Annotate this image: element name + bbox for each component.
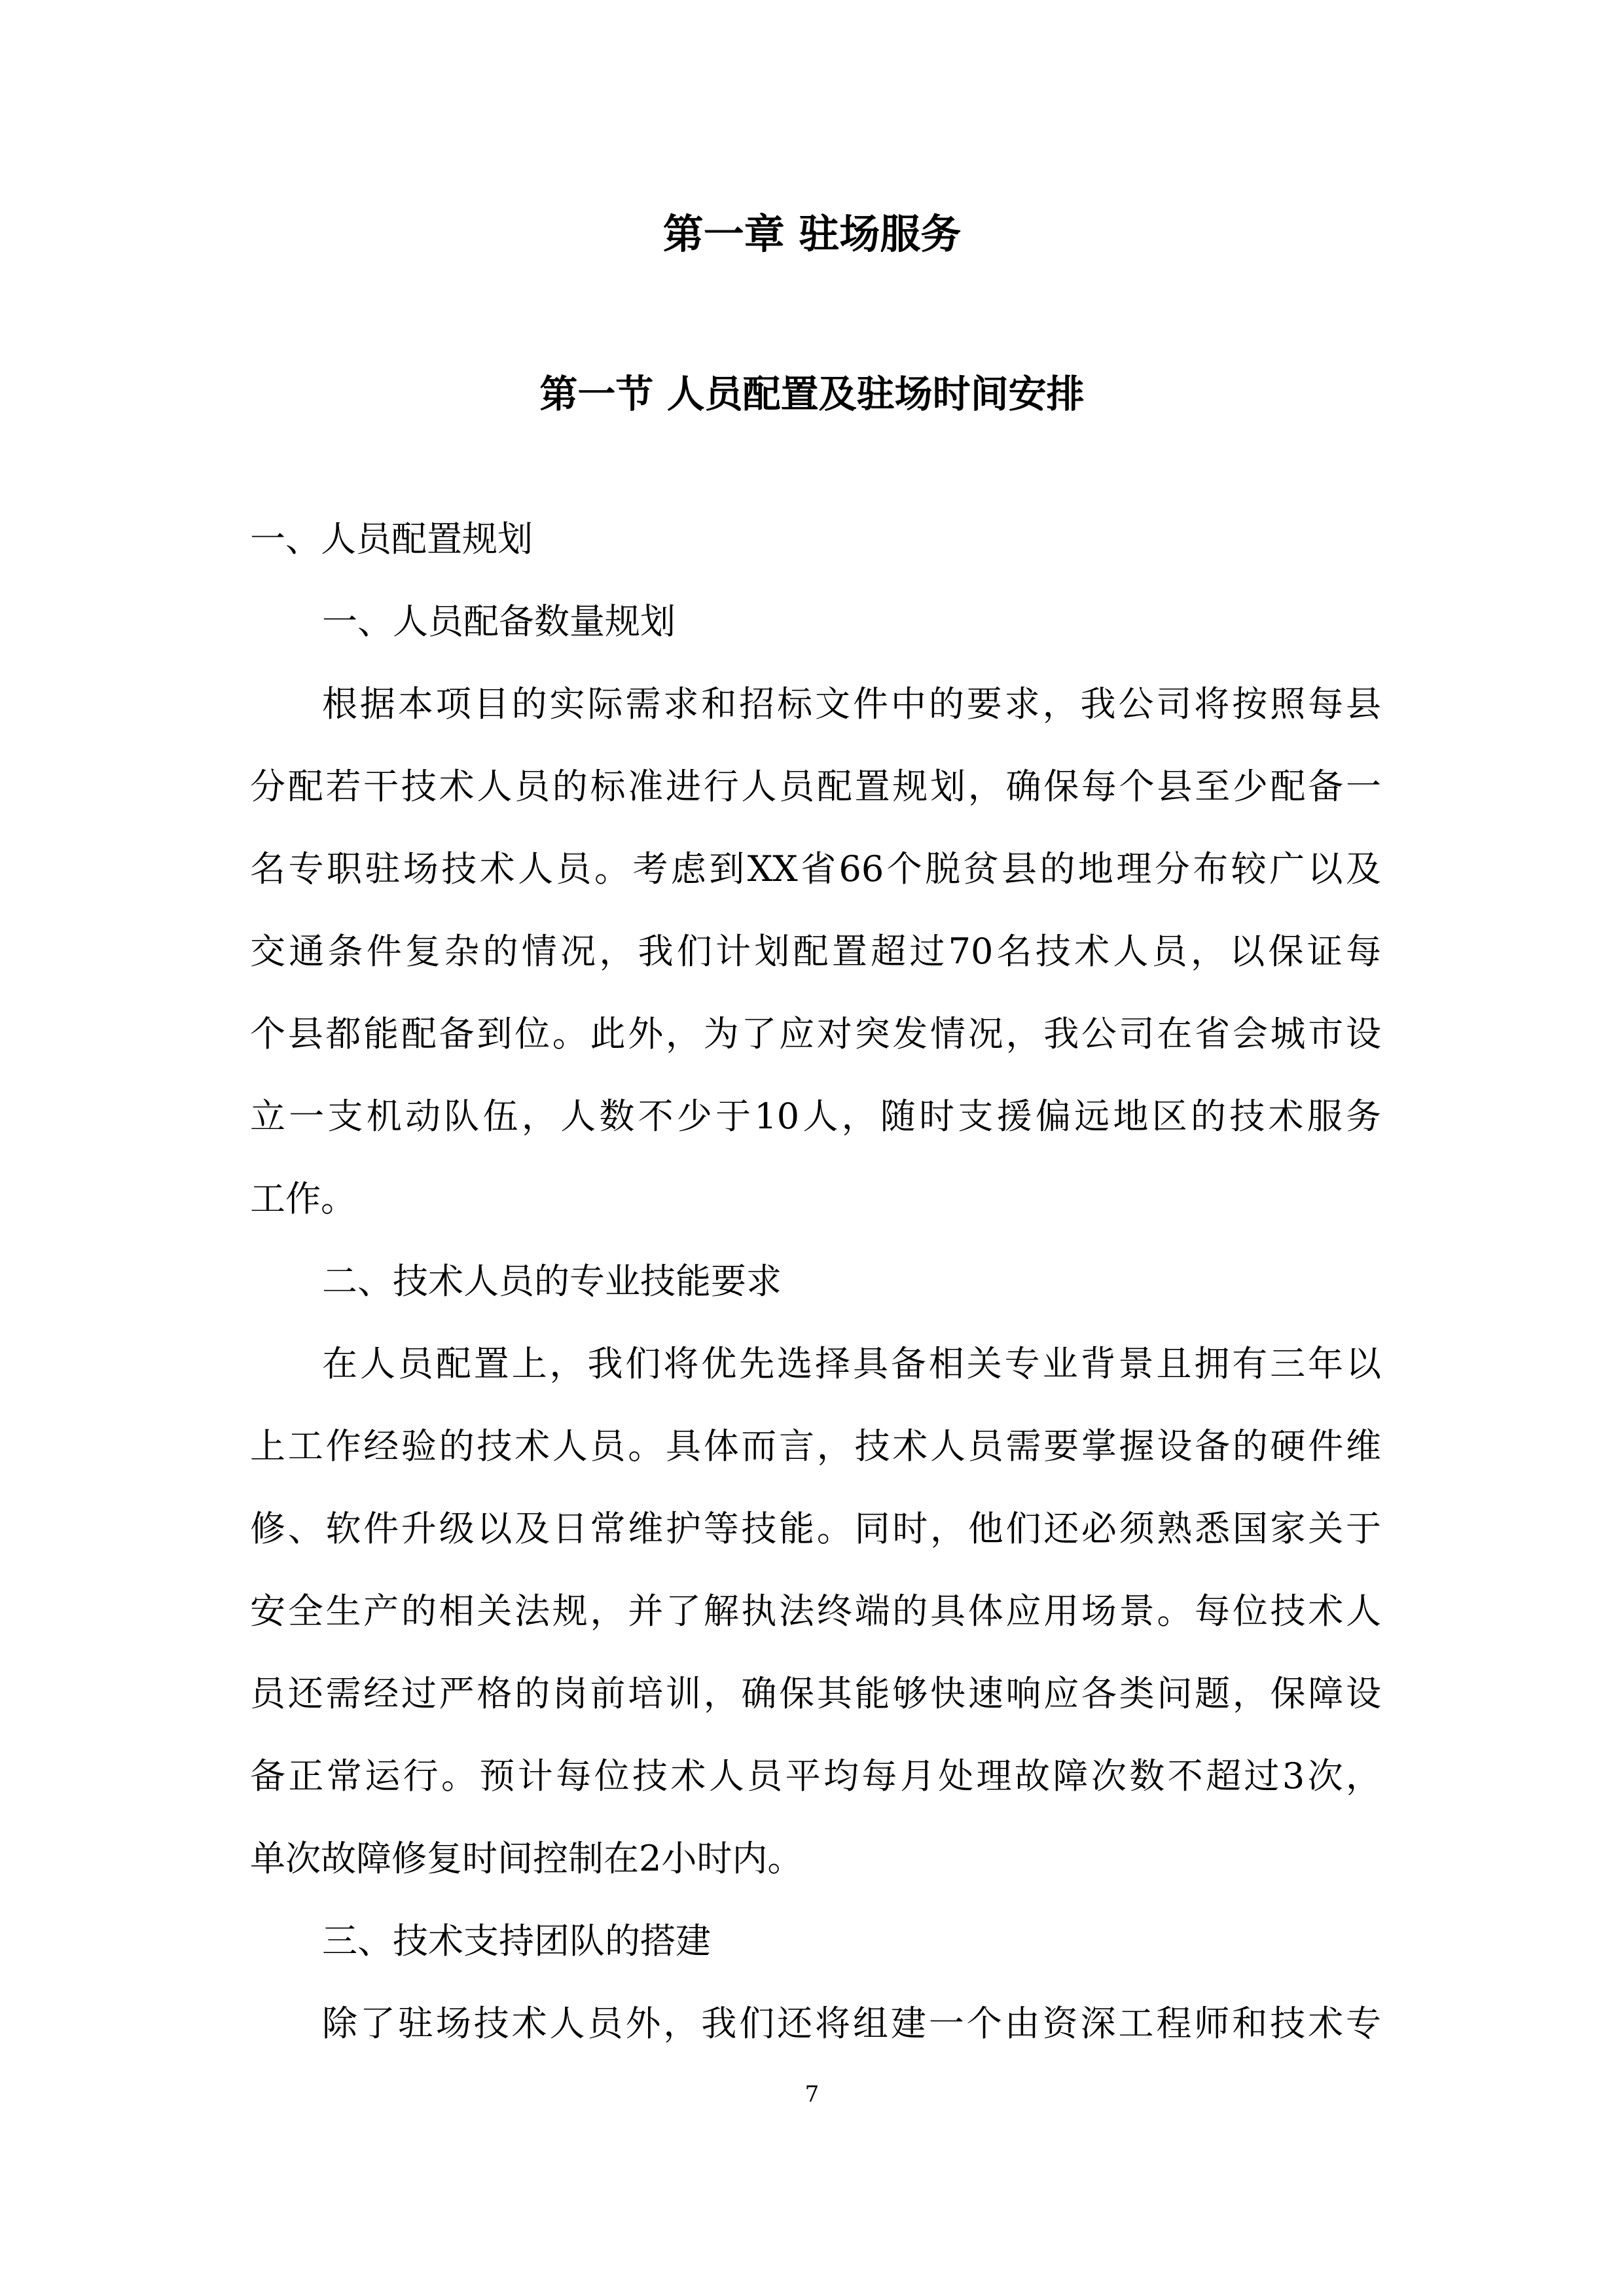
page-number: 7 [804,2081,820,2108]
chapter-title: 第一章 驻场服务 [662,210,962,258]
paragraph-line: 单次故障修复时间控制在2小时内。 [250,1838,803,1879]
subheading-support-team: 三、技术支持团队的搭建 [322,1920,711,1962]
subheading-quantity-plan: 一、人员配备数量规划 [322,601,676,642]
paragraph-line: 备正常运行。预计每位技术人员平均每月处理故障次数不超过3次， [250,1755,1381,1797]
paragraph-line: 除了驻场技术人员外，我们还将组建一个由资深工程师和技术专 [322,2003,1381,2044]
paragraph-line: 工作。 [250,1178,356,1219]
subheading-skill-requirements: 二、技术人员的专业技能要求 [322,1261,782,1302]
section-title: 第一节 人员配置及驻场时间安排 [539,372,1085,416]
paragraph-line: 立一支机动队伍，人数不少于10人，随时支援偏远地区的技术服务 [250,1096,1381,1137]
paragraph-line: 安全生产的相关法规，并了解执法终端的具体应用场景。每位技术人 [250,1590,1381,1632]
paragraph-line: 修、软件升级以及日常维护等技能。同时，他们还必须熟悉国家关于 [250,1508,1381,1549]
paragraph-line: 分配若干技术人员的标准进行人员配置规划，确保每个县至少配备一 [250,766,1381,807]
paragraph-line: 个县都能配备到位。此外，为了应对突发情况，我公司在省会城市设 [250,1013,1381,1054]
paragraph-line: 上工作经验的技术人员。具体而言，技术人员需要掌握设备的硬件维 [250,1426,1381,1467]
paragraph-line: 员还需经过严格的岗前培训，确保其能够快速响应各类问题，保障设 [250,1673,1381,1714]
paragraph-line: 交通条件复杂的情况，我们计划配置超过70名技术人员，以保证每 [250,931,1381,972]
paragraph-line: 根据本项目的实际需求和招标文件中的要求，我公司将按照每县 [322,683,1381,725]
heading-personnel-plan: 一、人员配置规划 [250,518,533,560]
paragraph-line: 名专职驻场技术人员。考虑到XX省66个脱贫县的地理分布较广以及 [250,848,1381,889]
paragraph-line: 在人员配置上，我们将优先选择具备相关专业背景且拥有三年以 [322,1343,1381,1384]
